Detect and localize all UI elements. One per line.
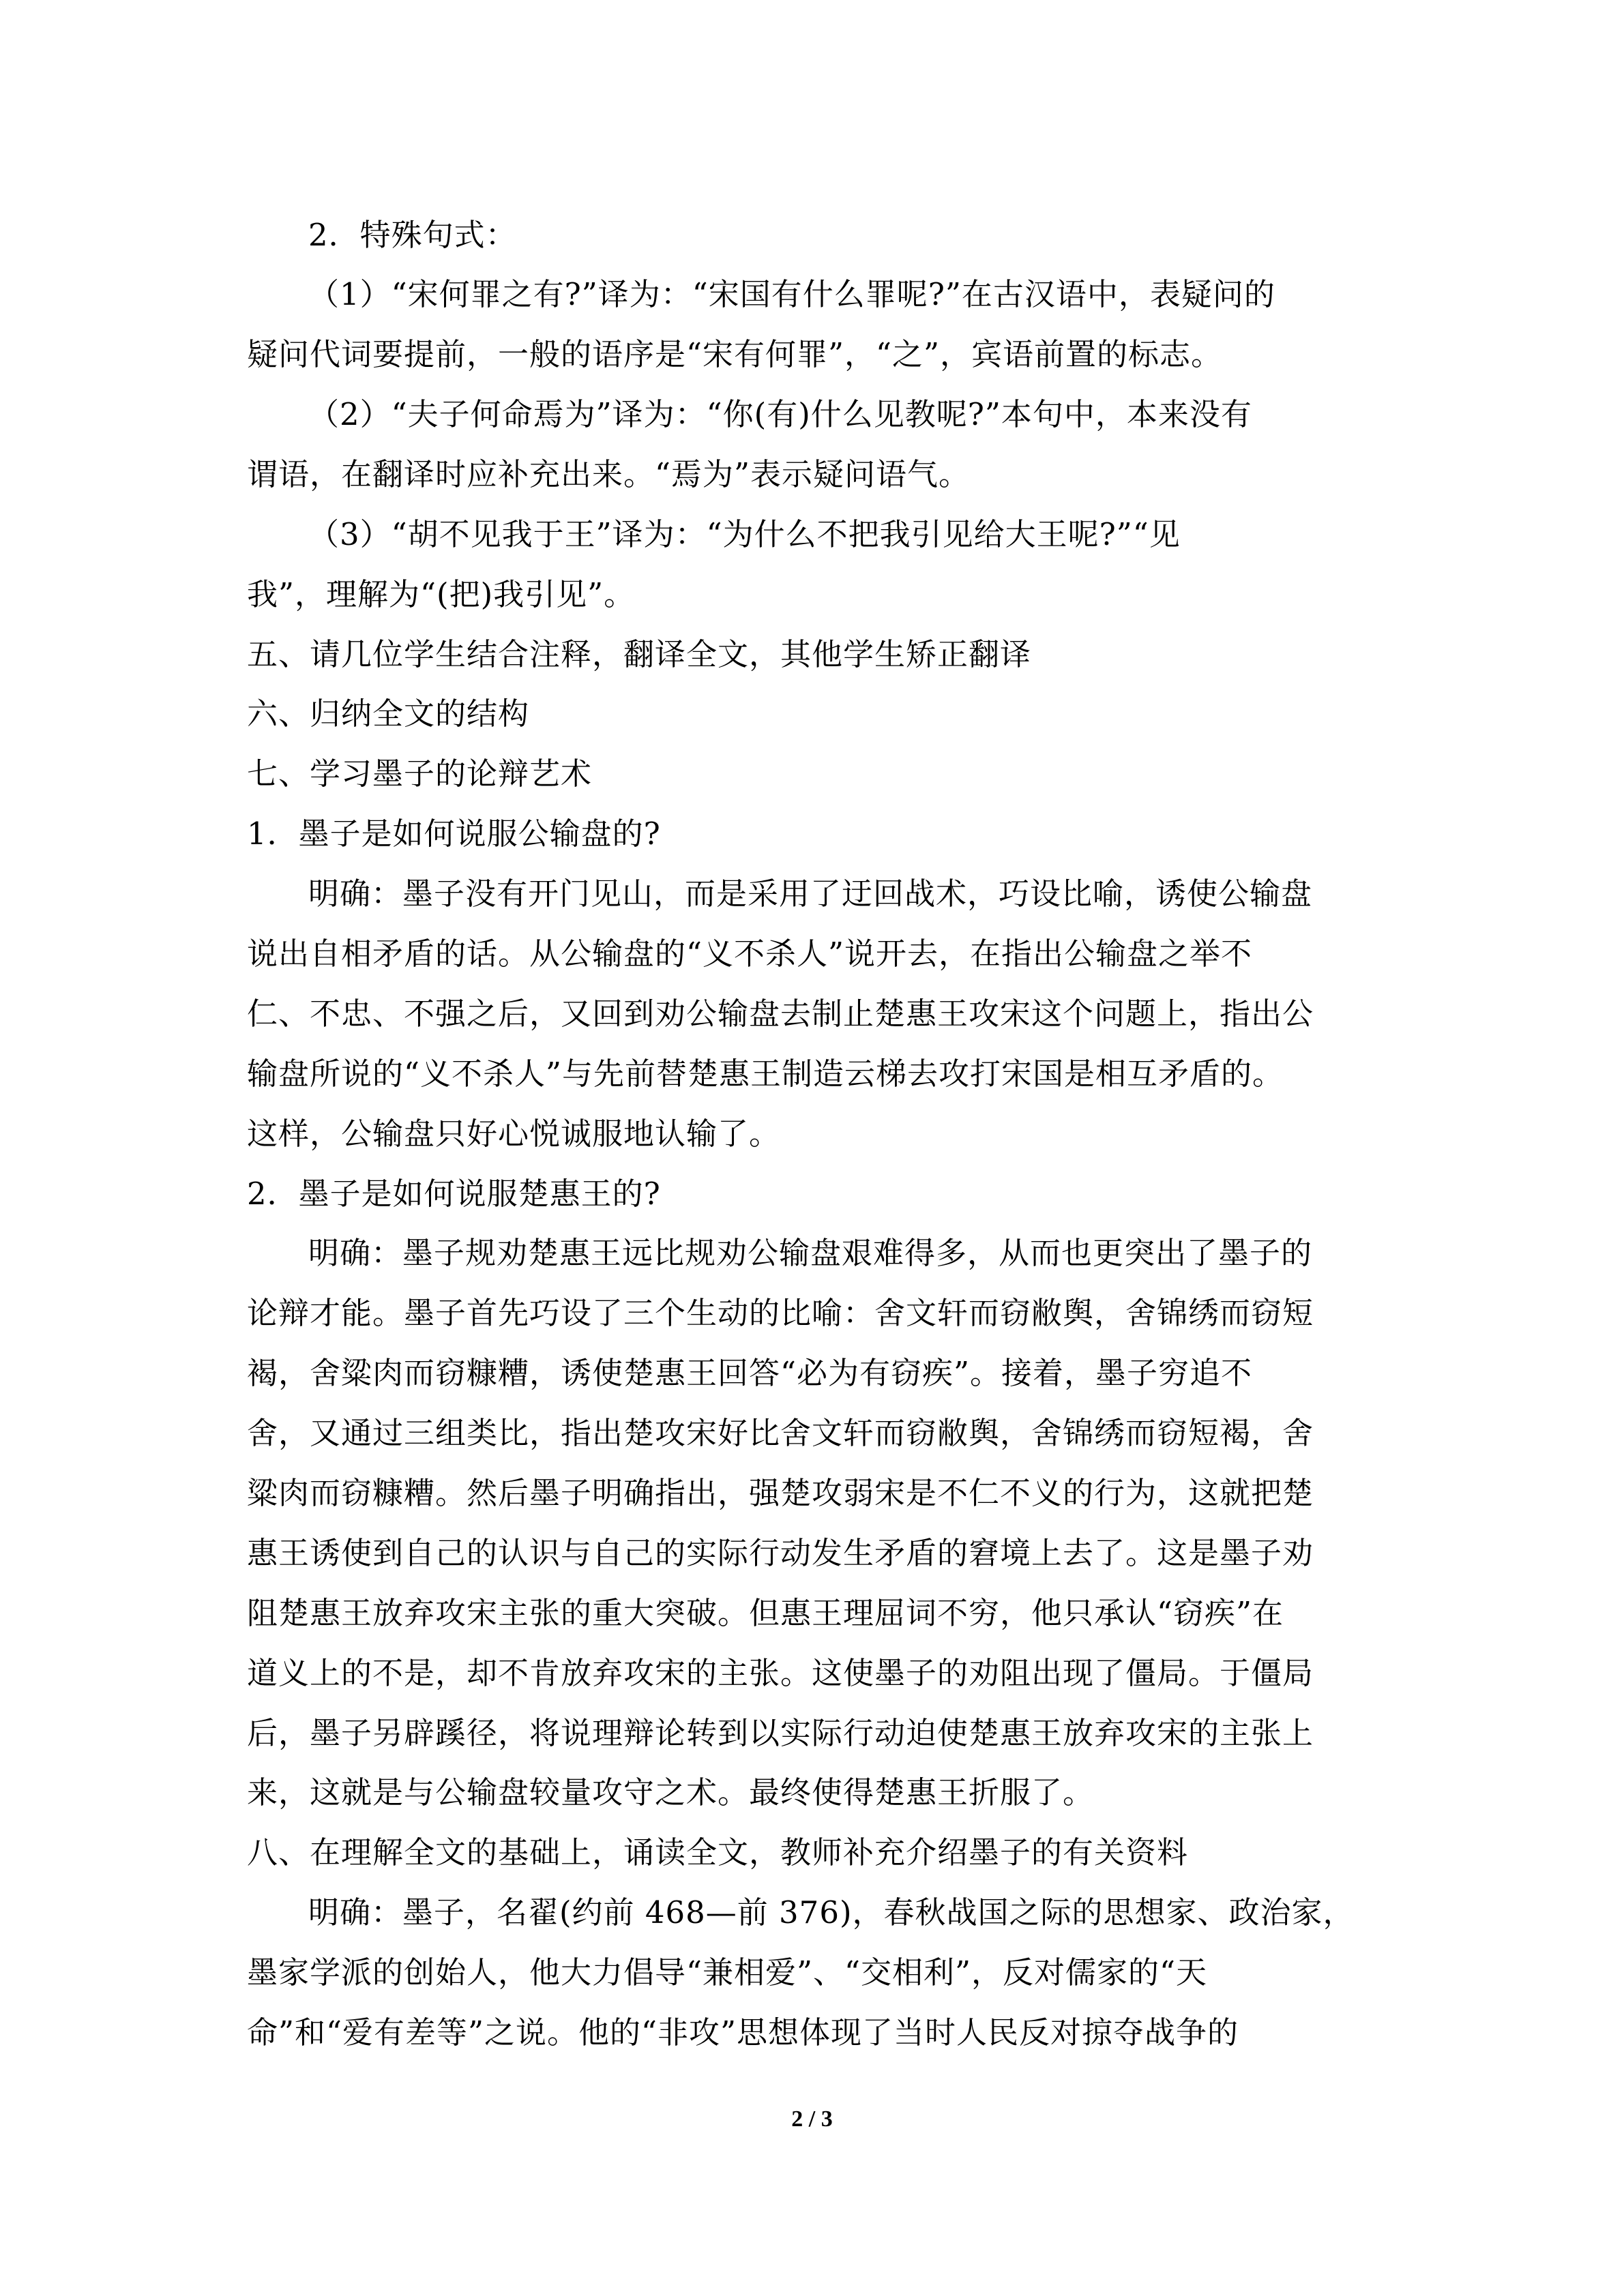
section-heading: 七、学习墨子的论辩艺术 (247, 756, 593, 792)
text-line: 仁、不忠、不强之后，又回到劝公输盘去制止楚惠王攻宋这个问题上，指出公 (247, 996, 1314, 1032)
text-line: 墨家学派的创始人，他大力倡导“兼相爱”、“交相利”，反对儒家的“天 (247, 1954, 1208, 1991)
text-line: 说出自相矛盾的话。从公输盘的“义不杀人”说开去，在指出公输盘之举不 (247, 936, 1253, 972)
question-line: 1．墨子是如何说服公输盘的? (247, 816, 661, 852)
text-line: 粱肉而窃糠糟。然后墨子明确指出，强楚攻弱宋是不仁不义的行为，这就把楚 (247, 1475, 1314, 1511)
text-line: 我”，理解为“(把)我引见”。 (247, 576, 636, 612)
text-line: （3）“胡不见我于王”译为：“为什么不把我引见给大王呢?”“见 (308, 516, 1181, 552)
section-heading: 六、归纳全文的结构 (247, 696, 530, 732)
text-line: 来，这就是与公输盘较量攻守之术。最终使得楚惠王折服了。 (247, 1774, 1095, 1810)
text-line: （2）“夫子何命焉为”译为：“你(有)什么见教呢?”本句中，本来没有 (308, 396, 1252, 432)
section-heading: 八、在理解全文的基础上，诵读全文，教师补充介绍墨子的有关资料 (247, 1834, 1189, 1870)
text-line: 褐，舍粱肉而窃糠糟，诱使楚惠王回答“必为有窃疾”。接着，墨子穷追不 (247, 1355, 1253, 1391)
text-line: 疑问代词要提前，一般的语序是“宋有何罪”，“之”，宾语前置的标志。 (247, 336, 1223, 372)
section-heading: 五、请几位学生结合注释，翻译全文，其他学生矫正翻译 (247, 636, 1032, 672)
text-line: 命”和“爱有差等”之说。他的“非攻”思想体现了当时人民反对掠夺战争的 (247, 2014, 1239, 2051)
text-line: 这样，公输盘只好心悦诚服地认输了。 (247, 1116, 781, 1152)
text-line: 论辩才能。墨子首先巧设了三个生动的比喻：舍文轩而窃敝舆，舍锦绣而窃短 (247, 1295, 1314, 1331)
text-line: 道义上的不是，却不肯放弃攻宋的主张。这使墨子的劝阻出现了僵局。于僵局 (247, 1655, 1314, 1691)
text-line: 输盘所说的“义不杀人”与先前替楚惠王制造云梯去攻打宋国是相互矛盾的。 (247, 1056, 1284, 1092)
text-line: 谓语，在翻译时应补充出来。“焉为”表示疑问语气。 (247, 456, 971, 492)
text-line: （1）“宋何罪之有?”译为：“宋国有什么罪呢?”在古汉语中，表疑问的 (308, 276, 1275, 312)
page-number: 2 / 3 (791, 2106, 833, 2132)
question-line: 2．墨子是如何说服楚惠王的? (247, 1176, 661, 1212)
text-line: 明确：墨子没有开门见山，而是采用了迂回战术，巧设比喻，诱使公输盘 (308, 876, 1313, 912)
text-line: 舍，又通过三组类比，指出楚攻宋好比舍文轩而窃敝舆，舍锦绣而窃短褐，舍 (247, 1415, 1314, 1451)
text-line: 明确：墨子，名翟(约前 468—前 376)，春秋战国之际的思想家、政治家， (308, 1894, 1355, 1930)
text-line: 阻楚惠王放弃攻宋主张的重大突破。但惠王理屈词不穷，他只承认“窃疾”在 (247, 1595, 1284, 1631)
text-line: 惠王诱使到自己的认识与自己的实际行动发生矛盾的窘境上去了。这是墨子劝 (247, 1535, 1314, 1571)
text-line: 2．特殊句式： (308, 217, 517, 253)
text-line: 明确：墨子规劝楚惠王远比规劝公输盘艰难得多，从而也更突出了墨子的 (308, 1235, 1313, 1271)
text-line: 后，墨子另辟蹊径，将说理辩论转到以实际行动迫使楚惠王放弃攻宋的主张上 (247, 1715, 1314, 1751)
